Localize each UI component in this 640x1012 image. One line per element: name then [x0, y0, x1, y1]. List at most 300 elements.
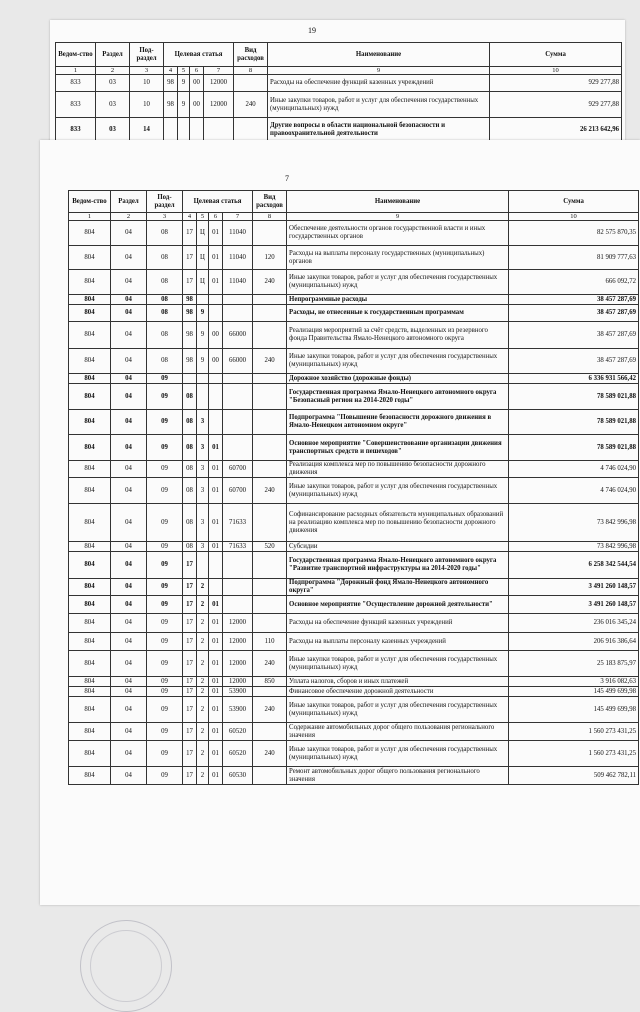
cell-target-2: 9 [178, 75, 190, 92]
cell-target-3: 01 [209, 614, 223, 633]
cell-target-3 [209, 384, 223, 410]
cell-target-4: 60700 [223, 461, 253, 478]
cell-vedomstvo: 804 [69, 677, 111, 687]
cell-name: Иные закупки товаров, работ и услуг для обеспечения государственных (муниципальных) нужд [287, 270, 509, 295]
cell-name: Иные закупки товаров, работ и услуг для обеспечения государственных (муниципальных) нужд [287, 697, 509, 723]
cell-target-3: 01 [209, 741, 223, 767]
cell-razdel: 04 [111, 221, 147, 246]
cell-target-1: 98 [183, 305, 197, 322]
cell-podrazdel: 09 [147, 542, 183, 552]
cell-expense-type: 240 [253, 478, 287, 504]
cell-target-4: 60530 [223, 767, 253, 785]
cell-target-1: 17 [183, 552, 197, 579]
cell-target-3: 01 [209, 270, 223, 295]
cell-target-4: 71633 [223, 542, 253, 552]
cell-target-3: 01 [209, 596, 223, 614]
column-numbers-row [56, 67, 622, 75]
cell-target-2 [178, 118, 190, 142]
cell-sum: 509 462 782,11 [509, 767, 639, 785]
cell-vedomstvo: 804 [69, 614, 111, 633]
cell-sum: 1 560 273 431,25 [509, 723, 639, 741]
cell-podrazdel: 09 [147, 651, 183, 677]
cell-expense-type: 240 [253, 741, 287, 767]
cell-target-1: 98 [183, 349, 197, 374]
cell-expense-type [253, 579, 287, 596]
cell-podrazdel: 09 [147, 723, 183, 741]
cell-target-3 [190, 118, 204, 142]
cell-razdel: 04 [111, 410, 147, 435]
cell-podrazdel: 10 [130, 75, 164, 92]
header-podrazdel: Под-раздел [147, 191, 183, 213]
cell-expense-type: 240 [234, 92, 268, 118]
table-row [69, 767, 639, 785]
cell-name: Иные закупки товаров, работ и услуг для обеспечения государственных (муниципальных) нужд [287, 349, 509, 374]
cell-target-4: 12000 [223, 677, 253, 687]
cell-target-2: 9 [197, 349, 209, 374]
cell-target-3: 01 [209, 478, 223, 504]
cell-expense-type: 520 [253, 542, 287, 552]
cell-target-4 [204, 118, 234, 142]
cell-sum: 4 746 024,90 [509, 461, 639, 478]
cell-target-4: 60520 [223, 723, 253, 741]
cell-target-3: 00 [209, 322, 223, 349]
cell-expense-type [253, 596, 287, 614]
table-row [69, 723, 639, 741]
cell-razdel: 04 [111, 349, 147, 374]
cell-podrazdel: 09 [147, 374, 183, 384]
cell-name: Государственная программа Ямало-Ненецкого автономного округа "Развитие транспортной инфраструктуры на 2014-2020 годы" [287, 552, 509, 579]
cell-target-4: 60520 [223, 741, 253, 767]
cell-razdel: 04 [111, 651, 147, 677]
cell-expense-type: 850 [253, 677, 287, 687]
cell-name: Содержание автомобильных дорог общего пользования регионального значения [287, 723, 509, 741]
cell-target-4: 11040 [223, 221, 253, 246]
cell-target-2: 2 [197, 651, 209, 677]
cell-expense-type [253, 410, 287, 435]
column-number: 4 [183, 213, 197, 221]
cell-target-2: 9 [197, 305, 209, 322]
cell-name: Основное мероприятие "Осуществление дорожной деятельности" [287, 596, 509, 614]
column-number: 8 [234, 67, 268, 75]
cell-target-3: 01 [209, 246, 223, 270]
cell-target-4 [223, 410, 253, 435]
cell-target-3: 01 [209, 221, 223, 246]
header-podrazdel: Под-раздел [130, 43, 164, 67]
cell-sum: 3 916 082,63 [509, 677, 639, 687]
cell-target-2: 3 [197, 461, 209, 478]
cell-target-2: 3 [197, 504, 209, 542]
cell-podrazdel: 09 [147, 478, 183, 504]
cell-target-2 [197, 384, 209, 410]
table-row [69, 461, 639, 478]
cell-name: Финансовое обеспечение дорожной деятельности [287, 687, 509, 697]
cell-target-2: 2 [197, 614, 209, 633]
cell-target-4 [223, 435, 253, 461]
cell-target-1: 08 [183, 461, 197, 478]
cell-podrazdel: 09 [147, 579, 183, 596]
cell-vedomstvo: 804 [69, 384, 111, 410]
column-number: 5 [178, 67, 190, 75]
table-row [69, 384, 639, 410]
column-number: 6 [209, 213, 223, 221]
cell-target-3 [209, 552, 223, 579]
cell-vedomstvo: 804 [69, 349, 111, 374]
cell-expense-type: 120 [253, 246, 287, 270]
cell-vedomstvo: 804 [69, 246, 111, 270]
cell-sum: 929 277,88 [490, 75, 622, 92]
cell-sum: 145 499 699,98 [509, 697, 639, 723]
cell-vedomstvo: 804 [69, 542, 111, 552]
cell-target-3: 01 [209, 504, 223, 542]
cell-expense-type [253, 687, 287, 697]
cell-podrazdel: 14 [130, 118, 164, 142]
cell-razdel: 04 [111, 246, 147, 270]
header-sum: Сумма [490, 43, 622, 67]
cell-razdel: 03 [96, 75, 130, 92]
cell-sum: 3 491 260 148,57 [509, 596, 639, 614]
cell-expense-type [253, 384, 287, 410]
table-row [69, 246, 639, 270]
cell-expense-type: 240 [253, 270, 287, 295]
cell-target-1: 17 [183, 246, 197, 270]
cell-razdel: 04 [111, 322, 147, 349]
cell-expense-type [234, 75, 268, 92]
cell-target-2: 9 [197, 322, 209, 349]
cell-name: Реализация мероприятий за счёт средств, выделенных из резервного фонда Правительства Ямало-Ненецкого автономного округа [287, 322, 509, 349]
cell-vedomstvo: 804 [69, 687, 111, 697]
column-number: 10 [490, 67, 622, 75]
header-expense-type: Вид расходов [253, 191, 287, 213]
table-row [69, 374, 639, 384]
cell-vedomstvo: 804 [69, 633, 111, 651]
cell-sum: 6 336 931 566,42 [509, 374, 639, 384]
cell-target-3 [209, 579, 223, 596]
column-number: 3 [130, 67, 164, 75]
cell-razdel: 04 [111, 579, 147, 596]
cell-expense-type [253, 322, 287, 349]
cell-expense-type [253, 552, 287, 579]
column-number: 9 [287, 213, 509, 221]
cell-podrazdel: 09 [147, 767, 183, 785]
cell-vedomstvo: 804 [69, 305, 111, 322]
cell-name: Подпрограмма "Дорожный фонд Ямало-Ненецкого автономного округа" [287, 579, 509, 596]
cell-expense-type [253, 614, 287, 633]
column-number: 1 [69, 213, 111, 221]
cell-name: Расходы на выплаты персоналу казенных учреждений [287, 633, 509, 651]
cell-vedomstvo: 804 [69, 435, 111, 461]
cell-target-2 [197, 552, 209, 579]
cell-name: Уплата налогов, сборов и иных платежей [287, 677, 509, 687]
table-row [69, 552, 639, 579]
cell-podrazdel: 08 [147, 295, 183, 305]
table-row [56, 92, 622, 118]
cell-razdel: 04 [111, 435, 147, 461]
cell-podrazdel: 10 [130, 92, 164, 118]
cell-target-1: 17 [183, 614, 197, 633]
column-number: 5 [197, 213, 209, 221]
header-expense-type: Вид расходов [234, 43, 268, 67]
cell-vedomstvo: 804 [69, 295, 111, 305]
cell-target-3 [209, 295, 223, 305]
page-number: 19 [308, 26, 316, 35]
table-row [69, 677, 639, 687]
cell-razdel: 04 [111, 478, 147, 504]
cell-target-2: 2 [197, 687, 209, 697]
cell-target-4 [223, 579, 253, 596]
cell-target-3: 01 [209, 461, 223, 478]
seal-stamp-inner [90, 930, 162, 1002]
cell-sum: 26 213 642,96 [490, 118, 622, 142]
cell-sum: 78 589 021,88 [509, 384, 639, 410]
cell-podrazdel: 09 [147, 697, 183, 723]
cell-target-1: 08 [183, 435, 197, 461]
cell-expense-type: 240 [253, 697, 287, 723]
cell-target-2: 2 [197, 633, 209, 651]
column-number: 7 [223, 213, 253, 221]
cell-name: Иные закупки товаров, работ и услуг для обеспечения государственных (муниципальных) нужд [287, 741, 509, 767]
cell-sum: 38 457 287,69 [509, 322, 639, 349]
cell-name: Другие вопросы в области национальной безопасности и правоохранительной деятельности [268, 118, 490, 142]
cell-target-4 [223, 596, 253, 614]
cell-razdel: 04 [111, 687, 147, 697]
cell-sum: 145 499 699,98 [509, 687, 639, 697]
cell-target-2: 2 [197, 596, 209, 614]
column-number: 7 [204, 67, 234, 75]
cell-target-1: 17 [183, 579, 197, 596]
cell-sum: 4 746 024,90 [509, 478, 639, 504]
cell-target-1: 08 [183, 410, 197, 435]
cell-target-1 [183, 374, 197, 384]
cell-target-2: Ц [197, 221, 209, 246]
cell-sum: 25 183 875,97 [509, 651, 639, 677]
cell-target-1: 98 [164, 75, 178, 92]
cell-razdel: 04 [111, 697, 147, 723]
cell-target-2 [197, 374, 209, 384]
cell-target-2: 3 [197, 542, 209, 552]
header-razdel: Раздел [111, 191, 147, 213]
cell-expense-type [253, 435, 287, 461]
cell-expense-type [253, 295, 287, 305]
column-number: 9 [268, 67, 490, 75]
cell-expense-type [253, 305, 287, 322]
cell-expense-type [253, 504, 287, 542]
cell-sum: 78 589 021,88 [509, 410, 639, 435]
table-row [69, 504, 639, 542]
cell-sum: 38 457 287,69 [509, 295, 639, 305]
cell-target-2: 3 [197, 410, 209, 435]
table-row [69, 579, 639, 596]
cell-target-2: 2 [197, 741, 209, 767]
cell-expense-type [253, 374, 287, 384]
cell-target-4: 53900 [223, 697, 253, 723]
cell-target-1: 98 [164, 92, 178, 118]
cell-podrazdel: 09 [147, 596, 183, 614]
cell-expense-type [253, 221, 287, 246]
cell-target-3 [209, 410, 223, 435]
cell-podrazdel: 09 [147, 384, 183, 410]
column-numbers-row [69, 213, 639, 221]
cell-target-1: 17 [183, 767, 197, 785]
cell-target-1: 17 [183, 741, 197, 767]
cell-target-3: 01 [209, 651, 223, 677]
header-sum: Сумма [509, 191, 639, 213]
cell-vedomstvo: 804 [69, 741, 111, 767]
cell-sum: 38 457 287,69 [509, 349, 639, 374]
cell-vedomstvo: 833 [56, 118, 96, 142]
cell-name: Реализация комплекса мер по повышению безопасности дорожного движения [287, 461, 509, 478]
cell-vedomstvo: 804 [69, 651, 111, 677]
cell-target-4 [223, 305, 253, 322]
cell-name: Непрограммные расходы [287, 295, 509, 305]
header-vedomstvo: Ведом-ство [56, 43, 96, 67]
cell-vedomstvo: 804 [69, 461, 111, 478]
cell-target-1: 08 [183, 504, 197, 542]
cell-target-1: 17 [183, 651, 197, 677]
cell-podrazdel: 08 [147, 322, 183, 349]
header-name: Наименование [268, 43, 490, 67]
cell-target-4: 12000 [204, 92, 234, 118]
cell-vedomstvo: 804 [69, 374, 111, 384]
cell-target-4: 11040 [223, 270, 253, 295]
cell-name: Иные закупки товаров, работ и услуг для обеспечения государственных (муниципальных) нужд [287, 651, 509, 677]
cell-razdel: 04 [111, 633, 147, 651]
cell-target-1: 08 [183, 478, 197, 504]
cell-target-3 [209, 374, 223, 384]
table-row [69, 741, 639, 767]
cell-target-2: 2 [197, 579, 209, 596]
cell-razdel: 04 [111, 461, 147, 478]
cell-sum: 81 909 777,63 [509, 246, 639, 270]
cell-podrazdel: 09 [147, 410, 183, 435]
table-row [69, 270, 639, 295]
cell-target-2: 3 [197, 478, 209, 504]
cell-sum: 73 842 996,98 [509, 542, 639, 552]
cell-podrazdel: 09 [147, 435, 183, 461]
cell-target-2 [197, 295, 209, 305]
cell-target-4: 66000 [223, 349, 253, 374]
cell-sum: 78 589 021,88 [509, 435, 639, 461]
table-row [69, 542, 639, 552]
cell-podrazdel: 08 [147, 349, 183, 374]
cell-target-1: 17 [183, 677, 197, 687]
cell-target-2: 2 [197, 767, 209, 785]
cell-target-4: 60700 [223, 478, 253, 504]
cell-expense-type: 240 [253, 651, 287, 677]
cell-expense-type [253, 723, 287, 741]
cell-expense-type: 240 [253, 349, 287, 374]
table-row [69, 478, 639, 504]
cell-name: Ремонт автомобильных дорог общего пользования регионального значения [287, 767, 509, 785]
cell-target-2: Ц [197, 246, 209, 270]
cell-target-2: 2 [197, 723, 209, 741]
cell-target-1: 17 [183, 723, 197, 741]
cell-razdel: 04 [111, 384, 147, 410]
cell-target-1 [164, 118, 178, 142]
cell-target-4 [223, 295, 253, 305]
cell-target-4: 12000 [223, 651, 253, 677]
cell-sum: 3 491 260 148,57 [509, 579, 639, 596]
cell-razdel: 04 [111, 374, 147, 384]
cell-sum: 38 457 287,69 [509, 305, 639, 322]
column-number: 1 [56, 67, 96, 75]
table-row [56, 118, 622, 142]
cell-target-3: 00 [209, 349, 223, 374]
cell-vedomstvo: 804 [69, 596, 111, 614]
table-row [69, 295, 639, 305]
cell-target-2: 9 [178, 92, 190, 118]
cell-target-1: 17 [183, 270, 197, 295]
cell-name: Подпрограмма "Повышение безопасности дорожного движения в Ямало-Ненецком автономном округе" [287, 410, 509, 435]
cell-target-1: 17 [183, 697, 197, 723]
cell-name: Субсидии [287, 542, 509, 552]
cell-name: Дорожное хозяйство (дорожные фонды) [287, 374, 509, 384]
table-row [69, 322, 639, 349]
cell-target-4 [223, 552, 253, 579]
cell-name: Иные закупки товаров, работ и услуг для обеспечения государственных (муниципальных) нужд [287, 478, 509, 504]
cell-razdel: 04 [111, 552, 147, 579]
cell-target-4: 66000 [223, 322, 253, 349]
cell-target-3: 01 [209, 677, 223, 687]
cell-sum: 236 016 345,24 [509, 614, 639, 633]
cell-vedomstvo: 804 [69, 579, 111, 596]
cell-target-2: 2 [197, 697, 209, 723]
cell-target-1: 17 [183, 596, 197, 614]
cell-podrazdel: 09 [147, 504, 183, 542]
cell-expense-type [253, 767, 287, 785]
cell-razdel: 04 [111, 542, 147, 552]
cell-target-3: 00 [190, 75, 204, 92]
budget-table-front [68, 190, 639, 785]
cell-name: Иные закупки товаров, работ и услуг для обеспечения государственных (муниципальных) нужд [268, 92, 490, 118]
cell-podrazdel: 09 [147, 741, 183, 767]
cell-vedomstvo: 804 [69, 270, 111, 295]
cell-target-4: 12000 [204, 75, 234, 92]
table-row [56, 75, 622, 92]
cell-name: Расходы на обеспечение функций казенных учреждений [287, 614, 509, 633]
cell-vedomstvo: 804 [69, 221, 111, 246]
cell-podrazdel: 09 [147, 633, 183, 651]
cell-razdel: 04 [111, 305, 147, 322]
table-row [69, 697, 639, 723]
cell-sum: 1 560 273 431,25 [509, 741, 639, 767]
cell-target-1: 17 [183, 633, 197, 651]
cell-target-3: 01 [209, 697, 223, 723]
cell-sum: 206 916 386,64 [509, 633, 639, 651]
table-row [69, 221, 639, 246]
cell-target-3: 01 [209, 435, 223, 461]
cell-podrazdel: 09 [147, 552, 183, 579]
cell-razdel: 04 [111, 504, 147, 542]
cell-podrazdel: 08 [147, 221, 183, 246]
cell-razdel: 04 [111, 767, 147, 785]
cell-vedomstvo: 804 [69, 767, 111, 785]
cell-target-4: 71633 [223, 504, 253, 542]
table-row [69, 651, 639, 677]
cell-expense-type [253, 461, 287, 478]
header-target-article: Целевая статья [183, 191, 253, 213]
cell-sum: 73 842 996,98 [509, 504, 639, 542]
cell-name: Расходы на обеспечение функций казенных учреждений [268, 75, 490, 92]
cell-target-2: 3 [197, 435, 209, 461]
cell-target-4 [223, 374, 253, 384]
cell-razdel: 03 [96, 92, 130, 118]
cell-target-4: 12000 [223, 614, 253, 633]
header-target-article: Целевая статья [164, 43, 234, 67]
cell-target-4 [223, 384, 253, 410]
cell-name: Расходы на выплаты персоналу государственных (муниципальных) органов [287, 246, 509, 270]
cell-name: Расходы, не отнесенные к государственным программам [287, 305, 509, 322]
cell-vedomstvo: 804 [69, 504, 111, 542]
